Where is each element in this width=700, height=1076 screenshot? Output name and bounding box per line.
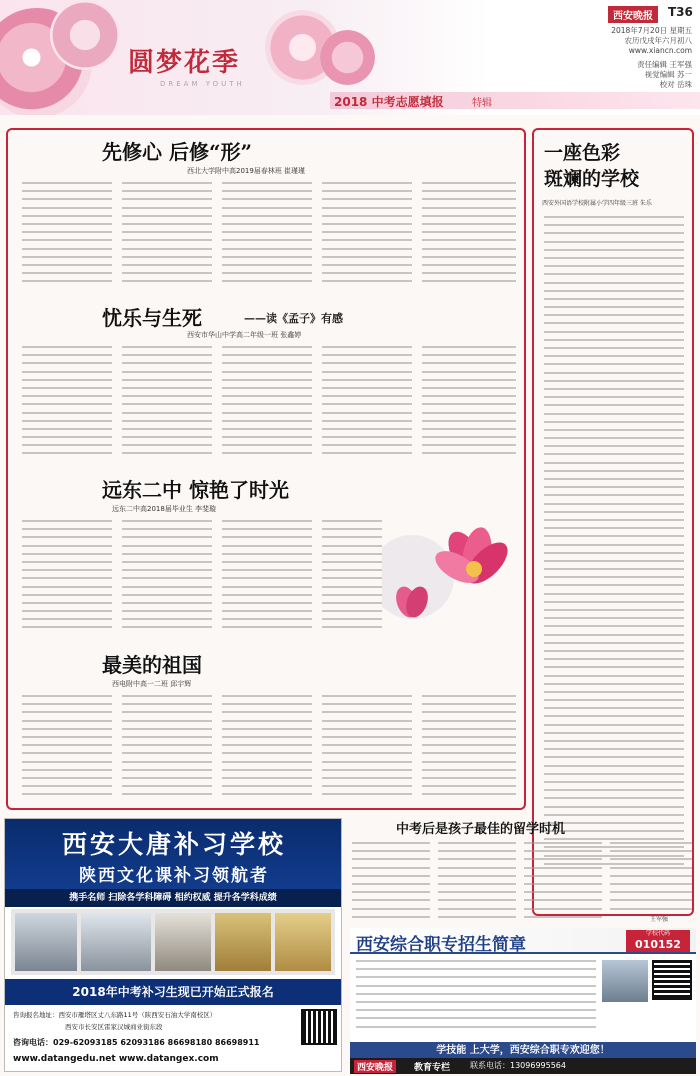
article-3 xyxy=(12,472,520,640)
article-body xyxy=(322,520,382,638)
lotus-illustration xyxy=(382,507,517,637)
article-title: 中考后是孩子最佳的留学时机 xyxy=(396,822,566,837)
issue-meta xyxy=(562,26,692,56)
building-photo xyxy=(155,913,211,971)
band-tag: 特辑 xyxy=(472,98,492,109)
article-byline: 西安市华山中学高二年级一班 张鑫婷 xyxy=(187,331,302,339)
ad-slogan: 陕西文化课补习领航者 xyxy=(79,866,269,886)
building-photo xyxy=(81,913,151,971)
award-photo xyxy=(275,913,331,971)
date-line: 2018年7月20日 星期五 xyxy=(611,26,692,35)
school-photo-strip xyxy=(11,909,335,975)
article-title: 忧乐与生死 xyxy=(102,306,202,330)
article-body xyxy=(222,695,312,800)
building-photo xyxy=(15,913,77,971)
article-byline: 西北大学附中高2019届春林班 崔瑾瑾 xyxy=(187,167,306,175)
article-6 xyxy=(350,818,694,926)
ad-website[interactable]: www.datangedu.net www.datangex.com xyxy=(13,1054,219,1064)
editor-line: 责任编辑 王军强 xyxy=(637,60,692,69)
article-body xyxy=(524,842,602,924)
datang-school-ad[interactable] xyxy=(4,818,342,1072)
article-byline: 西电附中高一二班 邱宇辉 xyxy=(112,680,192,688)
article-title: 最美的祖国 xyxy=(102,653,202,677)
article-body xyxy=(422,346,516,464)
article-1 xyxy=(12,134,520,292)
campus-photo xyxy=(602,960,648,1002)
article-body xyxy=(222,182,312,290)
header-band xyxy=(330,92,700,109)
article-body xyxy=(352,842,430,924)
section-title: 圆梦花季 xyxy=(128,48,241,78)
qr-code-icon[interactable] xyxy=(652,960,692,1000)
article-title: 先修心 后修“形” xyxy=(102,140,252,164)
footer-paper-name: 西安晚报 xyxy=(354,1060,396,1073)
school-code-box xyxy=(626,930,690,952)
ad-address-2: 西安市长安区雷家汉城商业街东段 xyxy=(65,1023,163,1031)
article-byline: 西安外国语学校附属小学四年级三班 朱乐 xyxy=(542,200,652,207)
website-url[interactable]: www.xiancn.com xyxy=(628,46,692,55)
proof-line: 校对 岳珠 xyxy=(659,80,692,89)
article-body xyxy=(422,695,516,800)
school-code: 010152 xyxy=(635,938,681,951)
article-body xyxy=(122,520,212,638)
band-title: 2018 中考志愿填报 xyxy=(334,95,444,109)
footer-hotline: 联系电话：13096995564 xyxy=(470,1061,566,1070)
visual-editor-line: 视觉编辑 苏一 xyxy=(644,70,692,79)
article-subtitle: ——读《孟子》有感 xyxy=(244,312,343,325)
vocational-school-ad[interactable] xyxy=(350,928,696,1072)
article-4 xyxy=(12,645,520,805)
article-title: 一座色彩 斑斓的学校 xyxy=(544,142,640,190)
article-body xyxy=(22,182,112,290)
article-body xyxy=(22,520,112,638)
article-5 xyxy=(536,134,690,914)
lunar-date: 农历戊戌年六月初八 xyxy=(624,36,692,45)
paper-name: 西安晚报 xyxy=(608,6,658,23)
flower-decoration-icon xyxy=(50,0,120,70)
ad-phone: 咨询电话：029-62093185 62093186 86698180 86698911 xyxy=(13,1038,260,1047)
ad-school-name: 西安大唐补习学校 xyxy=(61,830,286,859)
article-body xyxy=(222,520,312,638)
school-code-label: 学校代码 xyxy=(645,930,670,937)
article-body xyxy=(222,346,312,464)
article-body xyxy=(422,182,516,290)
ad-body-text xyxy=(356,960,596,1038)
article-author: 王军强 xyxy=(650,916,669,923)
article-body xyxy=(322,695,412,800)
article-body xyxy=(322,182,412,290)
editor-credits xyxy=(580,60,692,90)
article-byline: 远东二中高2018届毕业生 李斐璇 xyxy=(112,505,217,513)
article-body xyxy=(22,695,112,800)
flower-decoration-icon xyxy=(320,30,375,85)
article-body xyxy=(122,346,212,464)
footer-column: 教育专栏 xyxy=(414,1063,451,1073)
ad-address-1: 咨询报名地址：西安市雁塔区丈八东路11号（陕西安石油大学南校区） xyxy=(13,1011,217,1019)
article-body xyxy=(544,216,684,906)
article-title: 远东二中 惊艳了时光 xyxy=(102,478,289,502)
section-subtitle: DREAM YOUTH xyxy=(160,80,245,88)
ad-enroll-banner: 2018年中考补习生现已开始正式报名 xyxy=(5,979,341,1005)
article-body xyxy=(610,842,692,914)
page-number: T36 xyxy=(668,5,693,19)
ad-title: 西安综合职专招生简章 xyxy=(356,935,526,955)
article-body xyxy=(22,346,112,464)
qr-code-icon[interactable] xyxy=(301,1009,337,1045)
ad-tagline: 携手名师 扫除各学科障碍 相约权威 提升各学科成绩 xyxy=(5,889,341,907)
article-body xyxy=(122,695,212,800)
article-2 xyxy=(12,300,520,465)
article-body xyxy=(438,842,516,924)
article-body xyxy=(122,182,212,290)
article-body xyxy=(322,346,412,464)
award-photo xyxy=(215,913,271,971)
page-header xyxy=(0,0,700,115)
page-footer xyxy=(350,1058,696,1074)
ad-slogan-bar: 学技能 上大学，西安综合职专欢迎您！ xyxy=(350,1042,696,1060)
